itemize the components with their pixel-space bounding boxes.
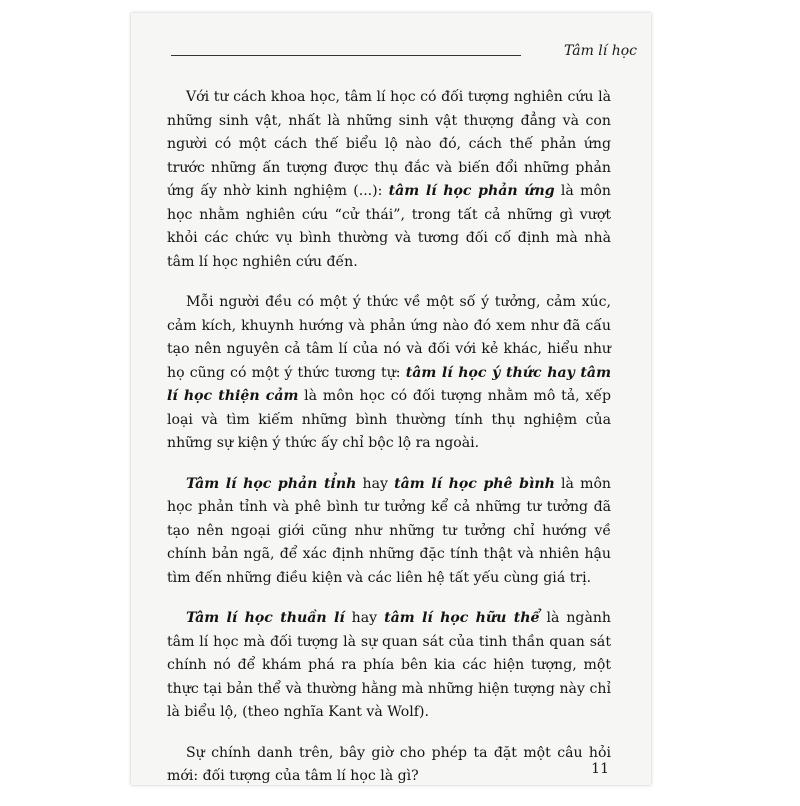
paragraph: [167, 86, 611, 274]
header-rule: [171, 55, 521, 56]
page-number: 11: [591, 761, 609, 777]
text-run: hay: [356, 475, 395, 492]
text-run: là môn học phản tỉnh và phê bình tư tưởng kể cả những tư tưởng đã tạo nên ngoại giới cũng như những tư tưởng chỉ hướng về chính bản ngã, để xác định những đặc tính thật và nhiên hậu tìm đến những điều kiện và các liên hệ tất yếu cùng giá trị.: [167, 475, 612, 586]
emphasized-term: Tâm lí học thuần lí: [186, 610, 345, 626]
emphasized-term: Tâm lí học phản tỉnh: [186, 475, 357, 492]
paragraph: [167, 742, 611, 789]
text-run: Mỗi người đều có một ý thức về một số ý tưởng, cảm xúc, cảm kích, khuynh hướng và phản ứng nào đó xem như đã cấu tạo nên nguyên cả tâm lí của nó và đối với kẻ khác, hiểu như họ cũng có một ý thức tương tự:: [167, 294, 611, 381]
text-run: là môn học nhằm nghiên cứu “cử thái”, trong tất cả những gì vượt khỏi các chức vụ bình thường và tương đối cố định mà nhà tâm lí học nghiên cứu đến.: [167, 183, 611, 270]
paragraph: [167, 473, 611, 591]
body-text: [167, 86, 611, 806]
emphasized-term: tâm lí học phê bình: [394, 475, 555, 492]
paragraph: [167, 291, 611, 456]
running-title: Tâm lí học: [563, 43, 637, 59]
running-header: [171, 40, 637, 64]
text-run: là ngành tâm lí học mà đối tượng là sự quan sát của tinh thần quan sát chính nó để khám phá ra phía bên kia các hiện tượng, một thực tại bản thể và thường hằng mà những hiện tượng này chỉ là biểu lộ, (theo nghĩa Kant và Wolf).: [167, 610, 611, 720]
paragraph: [167, 607, 611, 725]
text-run: hay: [344, 610, 385, 626]
book-page: [131, 13, 651, 785]
text-run: Với tư cách khoa học, tâm lí học có đối tượng nghiên cứu là những sinh vật, nhất là những sinh vật thượng đẳng và con người có một cách thế biểu lộ nào đó, cách thế phản ứng trước những ấn tượng được thụ đắc và biến đổi những phản ứng ấy nhờ kinh nghiệm (...):: [167, 89, 611, 199]
emphasized-term: tâm lí học hữu thể: [384, 610, 540, 626]
text-run: Sự chính danh trên, bây giờ cho phép ta đặt một câu hỏi mới: đối tượng của tâm lí học là gì?: [167, 744, 611, 784]
text-run: là môn học có đối tượng nhằm mô tả, xếp loại và tìm kiếm những bình thường tính thụ nghiệm của những sự kiện ý thức ấy chỉ bộc lộ ra ngoài.: [167, 388, 612, 451]
emphasized-term: tâm lí học phản ứng: [388, 183, 555, 199]
emphasized-term: tâm lí học ý thức hay tâm lí học thiện cảm: [167, 364, 611, 404]
